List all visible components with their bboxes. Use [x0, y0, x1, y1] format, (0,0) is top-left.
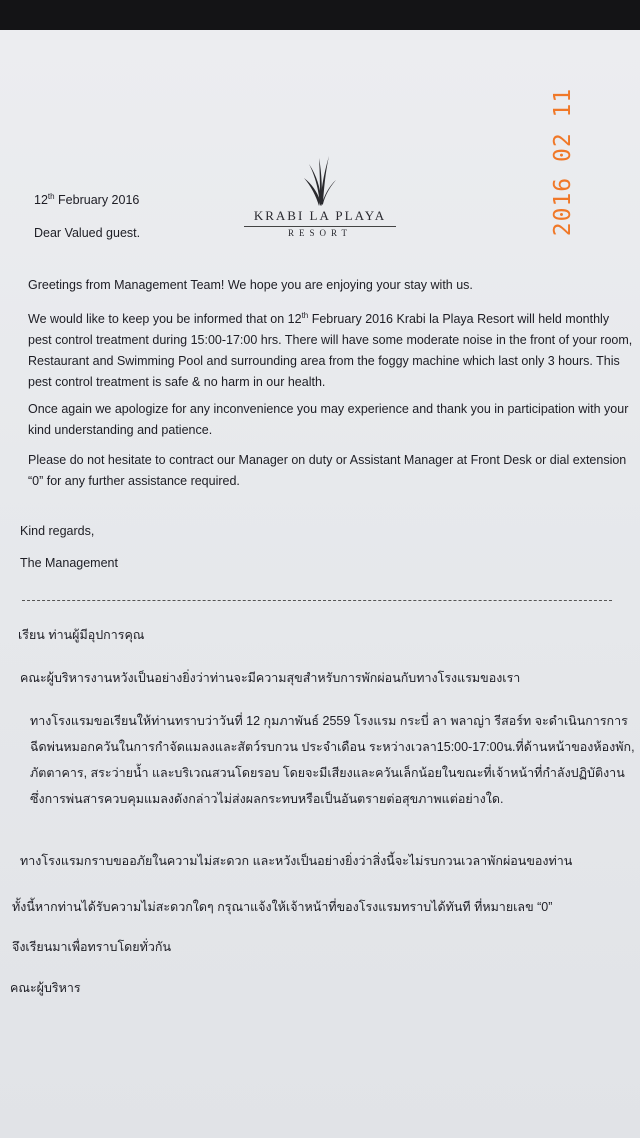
salutation: Dear Valued guest.: [34, 226, 141, 240]
grass-icon: [303, 154, 337, 206]
section-divider: [22, 600, 612, 601]
thai-signoff: คณะผู้บริหาร: [10, 981, 81, 995]
contact-paragraph: Please do not hesitate to contract our Manager on duty or Assistant Manager at Front Desk or dial extension “0” for any further assistance required.: [28, 453, 627, 488]
letter-date: 12th February 2016: [34, 191, 140, 207]
signature: The Management: [20, 556, 118, 570]
background-edge: [0, 0, 640, 30]
date-stamp-text: 2016 02 11: [550, 87, 577, 237]
logo-subtitle: RESORT: [288, 228, 352, 238]
closing: Kind regards,: [20, 524, 95, 538]
resort-logo: [244, 154, 396, 238]
notice-paragraph: We would like to keep you be informed that on 12th February 2016 Krabi la Playa Resort will held monthly pest control treatment during 15:00-17:00 hrs. There will have some moderate noise in the front of your room, Restaurant and Swimming Pool and surrounding area from the foggy machine which last only 3 hours. This pest control treatment is safe & no harm in our health.: [28, 310, 633, 389]
thai-notice: ทางโรงแรมขอเรียนให้ท่านทราบว่าวันที่ 12 กุมภาพันธ์ 2559 โรงแรม กระบี่ ลา พลาญ่า รีสอร์ท จะดำเนินการการฉีดพ่นหมอกควันในการกำจัดแมลงและสัตว์รบกวน ประจำเดือน ระหว่างเวลา15:00-17:00น.ที่ด้านหน้าของห้องพัก, ภัตตาคาร, สระว่ายน้ำ และบริเวณสวนโดยรอบ โดยจะมีเสียงและควันเล็กน้อยในขณะที่เจ้าหน้าที่กำลังปฏิบัติงาน ซึ่งการพ่นสารควบคุมแมลงดังกล่าวไม่ส่งผลกระทบหรือเป็นอันตรายต่อสุขภาพแต่อย่างใด.: [30, 714, 635, 806]
thai-salutation: เรียน ท่านผู้มีอุปการคุณ: [18, 628, 145, 642]
date-stamp: [548, 76, 578, 248]
letter-page: [0, 30, 640, 1138]
thai-contact: ทั้งนี้หากท่านได้รับความไม่สะดวกใดๆ กรุณาแจ้งให้เจ้าหน้าที่ของโรงแรมทราบได้ทันที ที่หมายเลข “0”: [12, 900, 553, 914]
thai-apology: ทางโรงแรมกราบขออภัยในความไม่สะดวก และหวังเป็นอย่างยิ่งว่าสิ่งนี้จะไม่รบกวนเวลาพักผ่อนของท่าน: [20, 854, 573, 868]
apology-paragraph: Once again we apologize for any inconvenience you may experience and thank you in participation with your kind understanding and patience.: [28, 402, 629, 437]
logo-name: KRABI LA PLAYA: [253, 208, 387, 223]
logo-divider: [244, 226, 396, 227]
thai-closing: จึงเรียนมาเพื่อทราบโดยทั่วกัน: [12, 940, 171, 954]
greeting-paragraph: Greetings from Management Team! We hope you are enjoying your stay with us.: [28, 278, 473, 292]
thai-greeting: คณะผู้บริหารงานหวังเป็นอย่างยิ่งว่าท่านจะมีความสุขสำหรับการพักผ่อนกับทางโรงแรมของเรา: [20, 671, 521, 685]
